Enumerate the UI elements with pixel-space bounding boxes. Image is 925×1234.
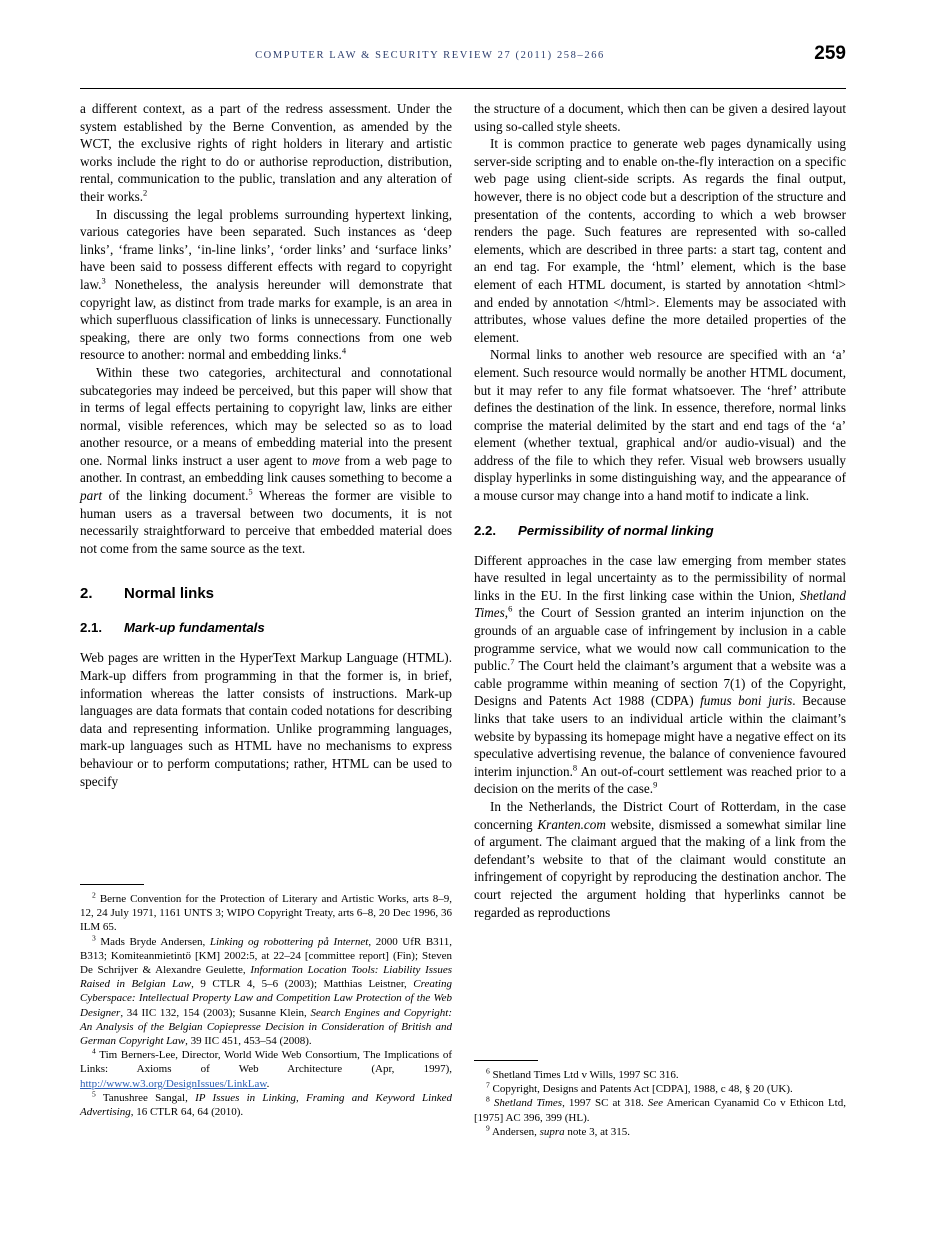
footnote-6-text: Shetland Times Ltd v Wills, 1997 SC 316. bbox=[492, 1069, 679, 1081]
fn5-seg0: Tanushree Sangal, bbox=[102, 1091, 196, 1104]
paragraph-right-5 bbox=[474, 798, 846, 921]
footnote-ref-2[interactable]: 2 bbox=[143, 187, 148, 198]
page-header bbox=[80, 43, 846, 84]
paragraph-right-4-d: . Because links that take users to an individual article within the claimant’s website by bypassing its homepage might have a negative effect on its speculative advertising revenue, the balance of convenience favoured interim injunction. bbox=[474, 693, 847, 779]
footnote-ref-8[interactable]: 8 bbox=[572, 762, 578, 773]
paragraph-right-4-c: The Court held the claimant’s argument that a website was a cable programme within meaning of section 7(1) of the Copyright, Designs and Patents Act 1988 (CDPA) bbox=[474, 658, 846, 709]
paragraph-left-2-text: In discussing the legal problems surrounding hypertext linking, various categories have been separated. Such instances as ‘deep links’, ‘frame links’, ‘in-line links’, ‘order links’ and ‘surface links’ have been said to possess different effects with regard to copyright law. bbox=[80, 206, 452, 292]
fn8-seg2: See bbox=[647, 1097, 664, 1110]
fn3-seg6: , 34 IIC 132, 154 (2003); Susanne Klein, bbox=[120, 1006, 311, 1019]
paragraph-left-4: Web pages are written in the HyperText Markup Language (HTML). Mark-up differs from programming in that the former is, in brief, information whereas the latter consists of instructions. Mark-up languages are data formats that contain coded notations for describing data and representing information. Unlike programming languages, mark-up languages such as HTML have no mechanisms to express behaviour or to perform computations; rather, HTML can be used to specify bbox=[80, 650, 452, 789]
paragraph-right-3: Normal links to another web resource are specified with an ‘a’ element. Such resource would normally be another HTML document, but it may refer to any file format whatsoever. The ‘href’ attribute defines the destination of the link. In essence, therefore, normal links comprise the material delimited by the start and end tags of the ‘a’ element (whether textual, graphical and/or audio-visual) and the address of the file to which they refer. Visual web browsers usually display hyperlinks in some distinguishing way, and the appearance of a mouse cursor may change into a hand motif to indicate a link. bbox=[474, 347, 846, 504]
paragraph-right-2-b: and ended by annotation bbox=[474, 294, 614, 310]
heading-section-2 bbox=[80, 585, 452, 602]
paragraph-left-2-tail: Nonetheless, the analysis hereunder will demonstrate that copyright law, as distinct from trade marks for example, is an area in which superfluous classification of links is unnecessary. Functionally speaking, there are only two forms connections from one web resource to another: normal and embedding links. bbox=[80, 276, 452, 363]
footnote-3-marker: 3 bbox=[92, 932, 96, 942]
page-number: 259 bbox=[814, 43, 846, 64]
footnote-5-text bbox=[80, 1092, 452, 1118]
paragraph-left-3-tail-1: from a web page to another. In contrast, an embedding link causes something to become a bbox=[80, 452, 452, 486]
footnote-5 bbox=[80, 1091, 452, 1119]
footnote-ref-3[interactable]: 3 bbox=[101, 275, 106, 286]
heading-section-2-title: Normal links bbox=[124, 585, 215, 603]
heading-section-2-number: 2. bbox=[80, 585, 93, 603]
fn3-seg1: Linking og robottering på Internet bbox=[209, 935, 369, 948]
fn5-seg1: IP Issues in Linking, Framing and Keyword Linked Advertising bbox=[80, 1091, 452, 1119]
footnote-8-text bbox=[474, 1094, 846, 1124]
paragraph-left-1 bbox=[80, 100, 452, 206]
fn3-seg8: , 39 IIC 451, 453–54 (2008). bbox=[185, 1035, 312, 1048]
emphasis-part: part bbox=[80, 488, 102, 504]
heading-section-2-2-title: Permissibility of normal linking bbox=[518, 522, 714, 538]
footnote-4-marker: 4 bbox=[92, 1046, 96, 1056]
footnote-4 bbox=[80, 1048, 452, 1091]
footnote-6-marker: 6 bbox=[486, 1066, 490, 1076]
footnotes-left bbox=[80, 884, 452, 1119]
paragraph-left-3-text: Within these two categories, architectural and connotational subcategories may indeed be perceived, but this paper will show that in terms of legal effects pertaining to copyright law, links are either normal, visible references, which may be selected so as to load another resource, or a means of embedding material into the present one. Normal links instruct a user agent to bbox=[80, 364, 452, 468]
footnote-7-text: Copyright, Designs and Patents Act [CDPA], 1988, c 48, § 20 (UK). bbox=[492, 1083, 793, 1096]
footnote-ref-9[interactable]: 9 bbox=[653, 779, 658, 790]
footnote-ref-6[interactable]: 6 bbox=[508, 604, 513, 615]
left-column bbox=[80, 100, 452, 790]
fn9-seg1: supra bbox=[539, 1125, 565, 1138]
footnote-6 bbox=[474, 1068, 846, 1082]
paragraph-right-2-c: . Elements may be associated with attributes, whose values define the more detailed properties of the element. bbox=[474, 294, 846, 345]
case-name-shetland-times: Shetland Times bbox=[474, 587, 846, 621]
footnote-divider-right bbox=[474, 1060, 538, 1061]
footnote-ref-5[interactable]: 5 bbox=[248, 486, 253, 497]
journal-title: COMPUTER LAW & SECURITY REVIEW 27 (2011) 258–266 bbox=[255, 50, 605, 61]
footnote-8-marker: 8 bbox=[486, 1094, 490, 1104]
latin-phrase: fumus boni juris bbox=[700, 693, 793, 709]
footnote-ref-4[interactable]: 4 bbox=[341, 345, 347, 356]
heading-section-2-2-number: 2.2. bbox=[474, 522, 496, 538]
footnote-8 bbox=[474, 1096, 846, 1124]
footnote-2-marker: 2 bbox=[92, 890, 96, 900]
fn4-seg0: Tim Berners-Lee, Director, World Wide Web Consortium, The Implications of Links: Axioms of Web Architecture (Apr, 1997), bbox=[80, 1049, 452, 1076]
heading-section-2-1 bbox=[80, 620, 452, 635]
html-end-tag: </html> bbox=[613, 294, 656, 310]
html-start-tag: <html> bbox=[806, 276, 846, 292]
fn3-seg3: Information Location Tools: Liability Issues Raised in Belgian Law bbox=[80, 964, 452, 991]
footnote-3-text bbox=[80, 936, 452, 1047]
fn9-seg0: Andersen, bbox=[491, 1125, 540, 1138]
fn3-seg0: Mads Bryde Andersen, bbox=[100, 935, 210, 948]
heading-section-2-1-title: Mark-up fundamentals bbox=[124, 620, 265, 636]
footnote-5-marker: 5 bbox=[92, 1089, 96, 1099]
fn3-seg4: , 9 CTLR 4, 5–6 (2003); Matthias Leistner, bbox=[191, 978, 414, 991]
right-column bbox=[474, 100, 846, 921]
paragraph-right-4: Different approaches in the case law emerging from member states have resulted in legal uncertainty as to the permissibility of normal links in the EU. In the first linking case within the Union, Shetland Times,$^6$ the Court of Session granted an interim injunction on the grounds of an arguable case of infringement by inclusion in a cable programme service, what we would now call communication to the public.$^7$ The Court held the claimant’s argument that a website was a cable programme within meaning of section 7(1) of the Copyright, Designs and Patents Act 1988 (CDPA) fumus boni juris. Because links that take users to an individual article within the claimant’s website by bypassing its homepage might have a negative effect on its speculative advertising revenue, the balance of convenience favoured interim injunction.$^8$ An out-of-court settlement was reached prior to a decision on the merits of the case.$^9$ bbox=[474, 552, 847, 797]
fn8-seg3: American Cyanamid Co v Ethicon Ltd, [1975] AC 396, 399 (HL). bbox=[474, 1097, 846, 1124]
paragraph-left-1-text: a different context, as a part of the redress assessment. Under the system established by the Berne Convention, as amended by the WCT, the exclusive rights of right holders in literary and artistic works include the right to do or authorise reproduction, distribution, rental, communication to the public, translation and any alteration of their works. bbox=[80, 101, 452, 204]
paragraph-right-2-a: It is common practice to generate web pages dynamically using server-side scripting and to enable on-the-fly interaction on a specific web page using client-side scripts. As regards the final output, however, there is no object code but a description of the structure and presentation of the contents, according to which a web browser renders the page. Such features are represented with so-called elements, which are described in three parts: a start tag, content and an end tag. For example, the ‘html’ element, which is the base element of each HTML document, is started by annotation bbox=[474, 136, 846, 292]
fn5-seg2: , 16 CTLR 64, 64 (2010). bbox=[130, 1106, 244, 1119]
fn4-seg2: . bbox=[266, 1077, 270, 1090]
emphasis-move: move bbox=[312, 452, 340, 468]
paragraph-left-3-tail-2: of the linking document. bbox=[101, 488, 249, 504]
case-name-kranten: Kranten.com bbox=[537, 816, 606, 832]
paragraph-right-4-b: the Court of Session granted an interim injunction on the grounds of an arguable case of infringement by inclusion in a cable programme service, what we would now call communication to the public. bbox=[474, 605, 846, 674]
fn9-seg2: note 3, at 315. bbox=[564, 1125, 631, 1138]
header-divider bbox=[80, 88, 846, 89]
footnote-2-text: Berne Convention for the Protection of Literary and Artistic Works, arts 8–9, 12, 24 July 1971, 1161 UNTS 3; WIPO Copyright Treaty, arts 6–8, 20 Dec 1996, 36 ILM 65. bbox=[80, 893, 453, 934]
footnote-7 bbox=[474, 1082, 846, 1096]
fn8-seg1: , 1997 SC at 318. bbox=[562, 1097, 648, 1110]
paragraph-right-1: the structure of a document, which then can be given a desired layout using so-called style sheets. bbox=[474, 101, 846, 134]
footnote-ref-7[interactable]: 7 bbox=[510, 656, 515, 667]
footnote-4-text bbox=[80, 1046, 452, 1090]
fn3-seg7: Search Engines and Copyright: An Analysis of the Belgian Copiepresse Decision in Consideration of British and German Copyright Law bbox=[80, 1006, 452, 1048]
heading-section-2-1-number: 2.1. bbox=[80, 620, 102, 636]
paragraph-right-5-b: website, dismissed a somewhat similar line of argument. The claimant argued that the making of a link from the defendant’s website to that of the claimant would constitute an infringement of copyright by reproducing the destination anchor. The court rejected the argument holding that hyperlinks cannot be regarded as reproductions bbox=[474, 816, 846, 920]
paragraph-right-2 bbox=[474, 135, 846, 346]
footnotes-right bbox=[474, 1060, 846, 1139]
footnote-9-marker: 9 bbox=[486, 1123, 490, 1133]
paragraph-left-2 bbox=[80, 206, 452, 364]
fn8-seg0: Shetland Times bbox=[493, 1097, 563, 1110]
w3c-link[interactable]: http://www.w3.org/DesignIssues/LinkLaw bbox=[80, 1077, 267, 1090]
footnote-7-marker: 7 bbox=[486, 1080, 490, 1090]
footnote-divider-left bbox=[80, 884, 144, 885]
paragraph-right-5-a: In the Netherlands, the District Court of Rotterdam, in the case concerning bbox=[474, 798, 846, 832]
fn3-seg5: Creating Cyberspace: Intellectual Property Law and Competition Law Protection of the Web Designer bbox=[80, 978, 452, 1019]
paragraph-left-3 bbox=[80, 364, 452, 558]
paragraph-right-4-e: An out-of-court settlement was reached prior to a decision on the merits of the case. bbox=[474, 763, 846, 797]
heading-section-2-2 bbox=[474, 523, 846, 538]
footnote-9 bbox=[474, 1125, 846, 1139]
paragraph-left-3-tail-3: Whereas the former are visible to human users as a traversal between two documents, it is not necessarily straightforward to perceive that embedded material does not come from the same source as the text. bbox=[80, 488, 452, 556]
footnote-3 bbox=[80, 932, 453, 1049]
footnote-2 bbox=[80, 892, 452, 935]
paragraph-right-4-a: Different approaches in the case law emerging from member states have resulted in legal uncertainty as to the permissibility of normal links in the EU. In the first linking case within the Union, bbox=[474, 552, 846, 603]
footnote-9-text bbox=[492, 1126, 630, 1138]
fn3-seg2: , 2000 UfR B311, B313; Komiteanmietintö [KM] 2002:5, at 22–24 [committee report] (Fin); Steven De Schrijver & Alexandre Geulette, bbox=[80, 935, 453, 977]
